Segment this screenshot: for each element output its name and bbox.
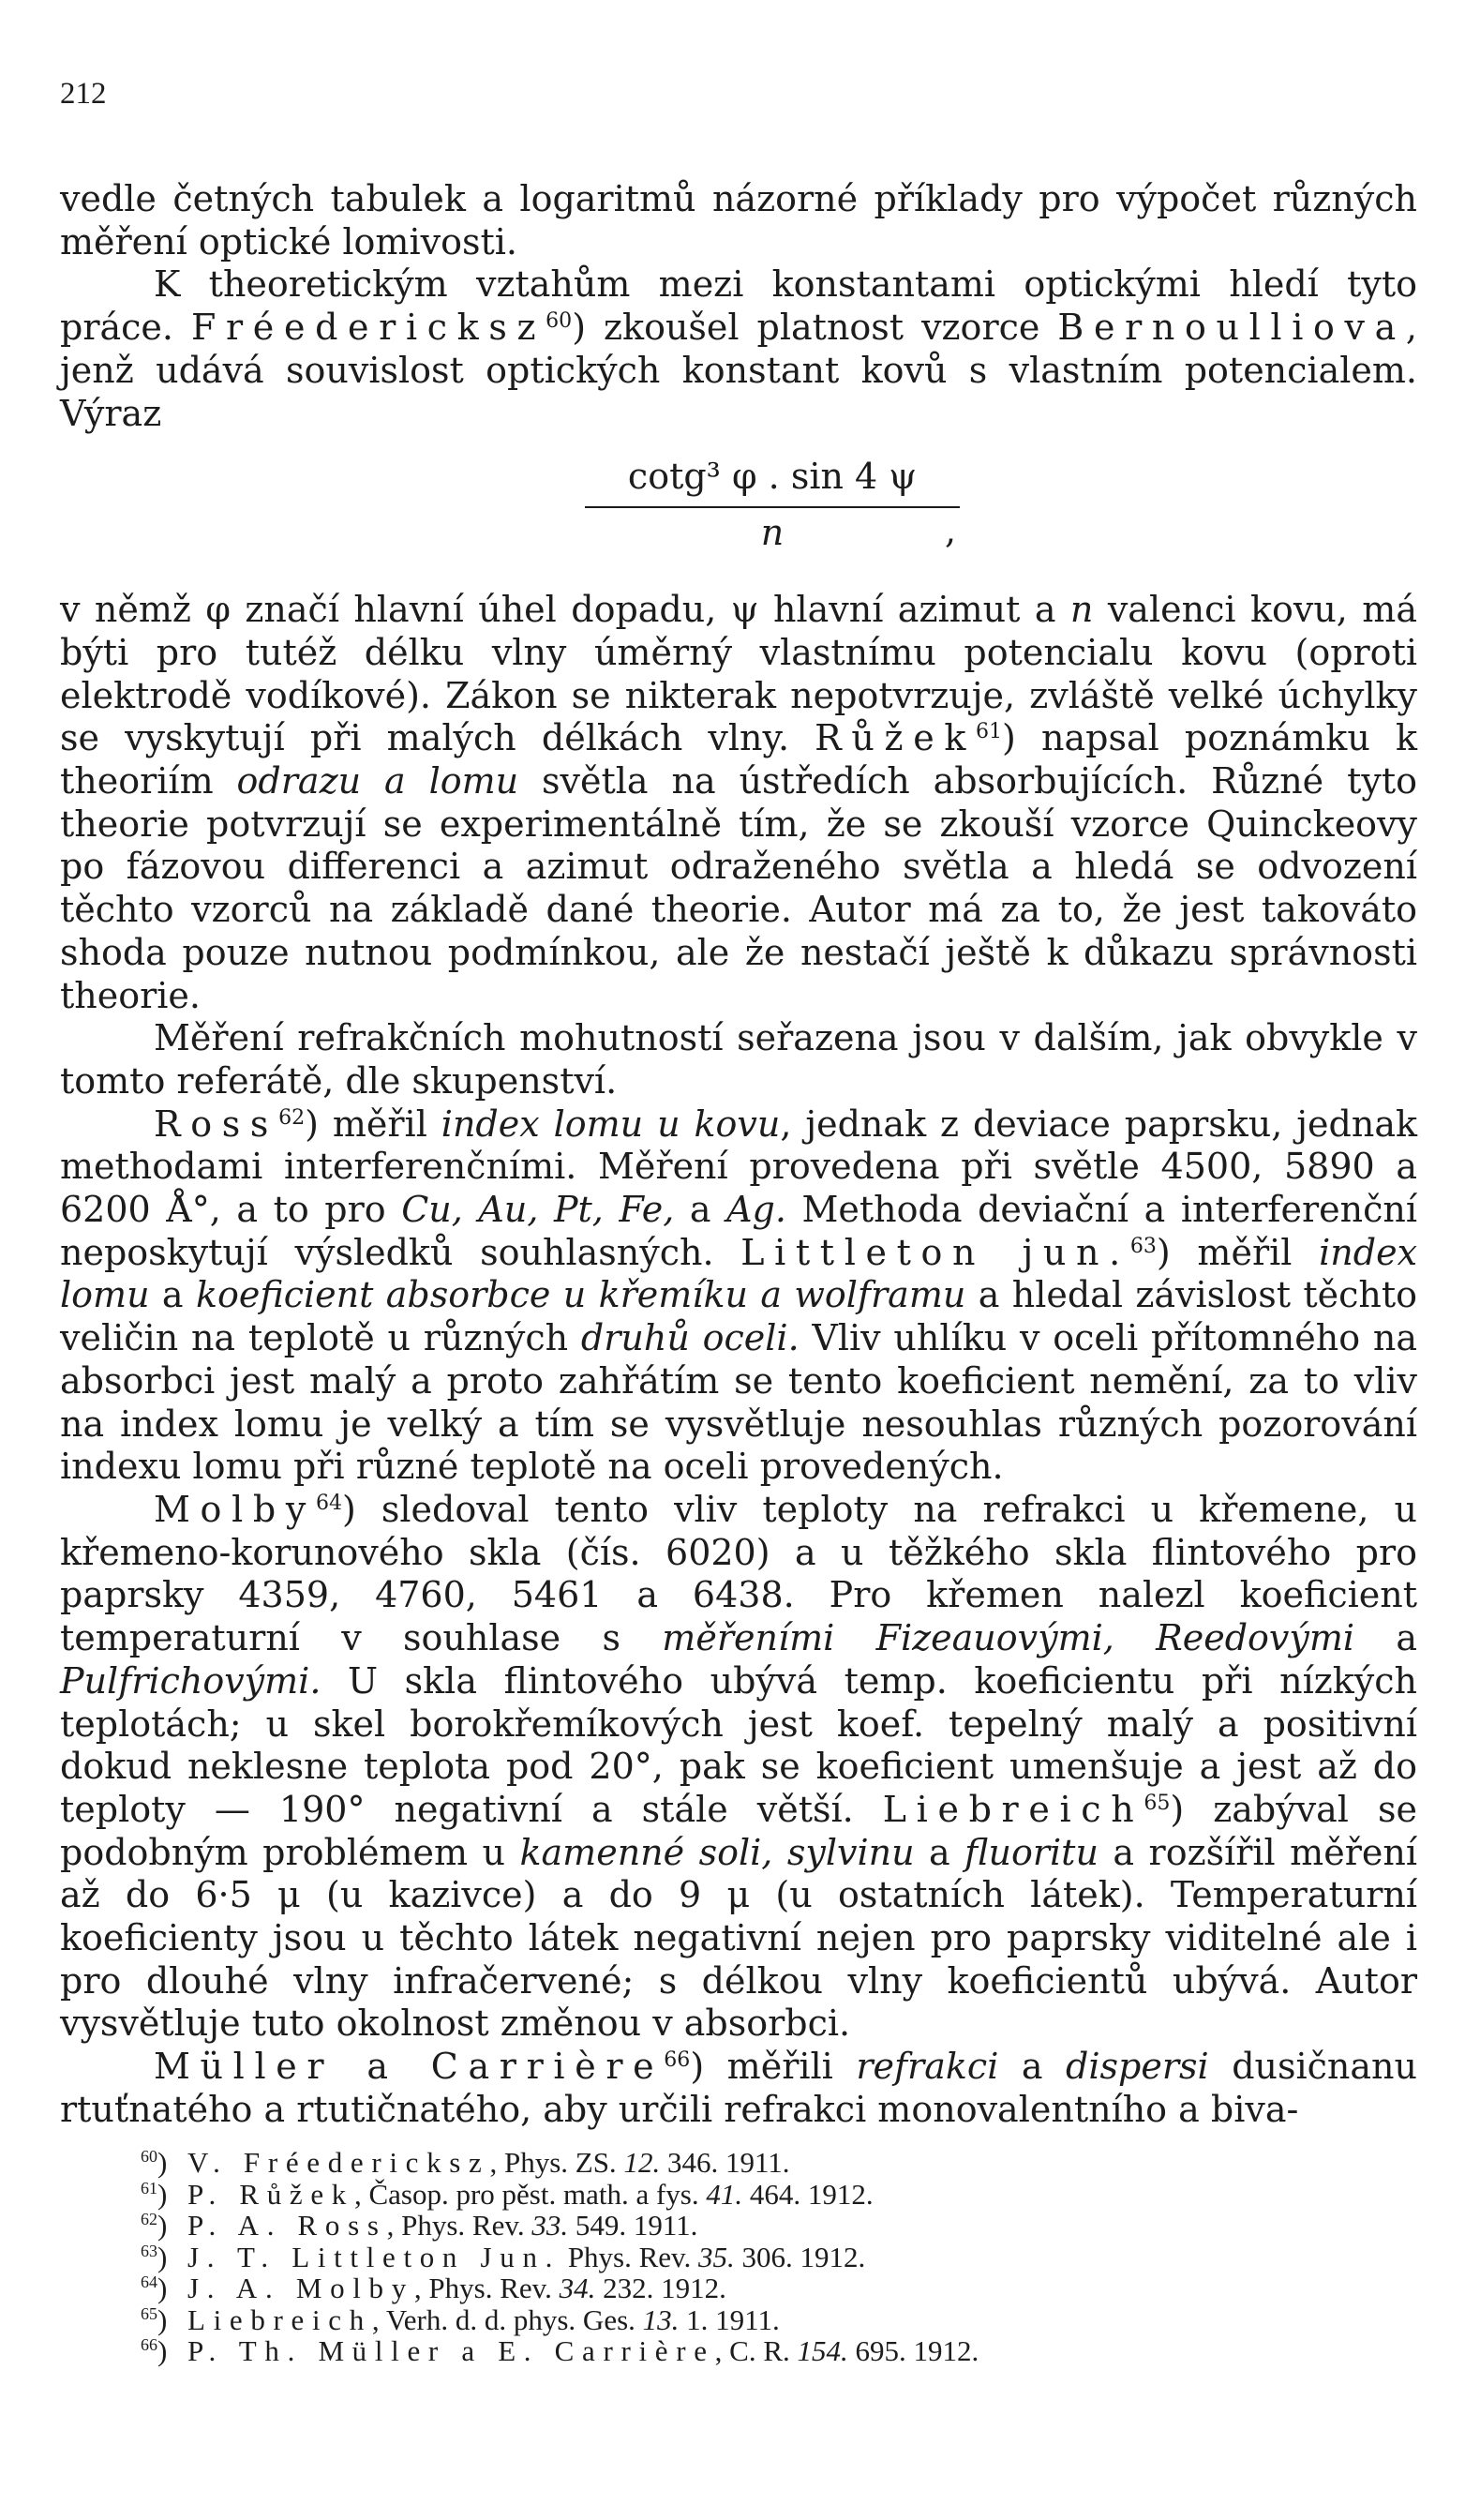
footnote-ref: 61 [976,720,1003,744]
italic-text: kamenné soli, sylvinu [519,1831,915,1873]
footnote-author: J. T. Littleton Jun. [187,2240,561,2273]
footnote-ref: 60 [546,308,573,333]
author-name: Fréedericksz [191,307,546,349]
paragraph-6 [60,1489,1417,2046]
author-name: Ross [154,1102,279,1145]
text: , jednak z deviace paprsku, jednak methodami interferenčními. Měření provedena při světle 4500, 5890 a 6200 Å°, a to pro [60,1102,1417,1231]
footnote-volume: 154. [797,2334,848,2367]
italic-text: n [1069,589,1094,631]
footnote-number: 63 [141,2241,157,2260]
paragraph-4 [60,1017,1417,1102]
footnote-mark: $^{65}$) [141,2302,168,2336]
formula-comma: , [945,510,957,552]
text: ) sledoval tento vliv teploty na refrakci u křemene, u křemeno-korunového skla (čís. 6020) a u těžkého skla flintového pro paprsky 4359, 4760, 5461 a 6438. Pro křemen nalezl koeficient temperaturní v souhlase s [60,1488,1417,1659]
text: K theoretickým vztahům mezi konstantami optickými hledí tyto práce. [60,263,1417,349]
footnote-ref: 66 [664,2048,691,2072]
footnote-ref: 63 [1129,1234,1157,1258]
paragraph-7 [60,2046,1417,2131]
footnote [141,2272,979,2304]
author-name: Liebreich [882,1788,1144,1830]
footnote-author: V. Fréedericksz [187,2146,490,2179]
footnote-author: Liebreich [187,2302,372,2336]
text: ) zkoušel platnost vzorce [572,307,1058,349]
text: a hledal závislost těchto veličin na teplotě u různých [60,1274,1417,1359]
author-name: Růžek [815,717,976,759]
footnote [141,2147,979,2179]
text: a rozšířil měření až do 6·5 μ (u kazivce) a do 9 μ (u ostatních látek). Temperaturní koeficienty jsou u těchto látek negativní nejen pro paprsky viditelné ale i pro dlouhé vlny infračervené; s délkou vlny koeficientů ubývá. Autor vysvětluje tuto okolnost změnou v absorbci. [60,1831,1417,2045]
italic-text: dispersi [1066,2046,1209,2088]
footnote-publication: , Phys. ZS. [489,2146,624,2179]
text: vedle četných tabulek a logaritmů názorné příklady pro výpočet různých měření optické lomivosti. [60,178,1417,262]
footnote-author: P. Th. Müller a E. Carrière [187,2334,715,2367]
footnote-mark: $^{64}$) [141,2272,168,2304]
italic-text: měřeními Fizeauovými, Reedovými [662,1617,1355,1659]
footnote-rest: 695. 1912. [847,2334,979,2367]
footnote-publication: , C. R. [714,2334,798,2367]
footnote-number: 66 [141,2335,157,2355]
italic-text: index lomu u kovu [441,1102,781,1145]
text: a [914,1831,965,1873]
footnote-number: 62 [141,2210,157,2229]
formula-fraction [585,456,960,554]
italic-text: druhů oceli. [580,1317,800,1359]
text: a [674,1189,727,1231]
footnote-mark: $^{60}$) [141,2146,168,2179]
footnote-volume: 35. [698,2240,735,2273]
footnote [141,2335,979,2367]
footnote-number: 60 [141,2147,157,2167]
author-name: Müller a Carrière [154,2046,665,2088]
footnote-volume: 41. [706,2177,743,2211]
author-name: Molby [154,1488,316,1530]
footnote [141,2210,979,2242]
footnote-publication: , Verh. d. d. phys. Ges. [371,2302,643,2336]
footnote-rest: 232. 1912. [595,2272,726,2304]
italic-text: refrakci [856,2046,999,2088]
footnote-author: J. A. Molby [187,2272,414,2304]
text: ) napsal poznámku k theoriím [60,717,1417,802]
formula-numerator: cotg³ φ . sin 4 ψ [585,456,960,508]
author-name: Bernoulliova [1057,307,1406,349]
footnote-number: 64 [141,2272,157,2292]
footnote-publication: Phys. Rev. [561,2240,699,2273]
footnote-author: P. Růžek [187,2177,354,2211]
footnote-ref: 65 [1144,1791,1171,1815]
footnote-ref: 64 [315,1491,342,1515]
text: v němž φ značí hlavní úhel dopadu, ψ hlavní azimut a [60,589,1070,631]
footnote-number: 65 [141,2303,157,2323]
footnote-volume: 12. [623,2146,661,2179]
footnote-rest: 346. 1911. [660,2146,790,2179]
text: Vliv uhlíku v oceli přítomného na absorbci jest malý a proto zahřátím se tento koeficient nemění, za to vliv na index lomu je velký a tím se vysvětluje nesouhlas různých pozorování indexu lomu při různé teplotě na oceli provedených. [60,1317,1418,1488]
text: světla na ústředích absorbujících. Různé tyto theorie potvrzují se experimentálně tím, že se zkouší vzorce Quinckeovy po fázovou differenci a azimut odraženého světla a hledá se odvození těchto vzorců na základě dané theorie. Autor má za to, že jest takováto shoda pouze nutnou podmínkou, ale že nestačí ještě k důkazu správnosti theorie. [60,760,1417,1016]
page-number: 212 [60,77,107,111]
italic-text: fluoritu [964,1831,1099,1873]
text: ) měřil [1156,1231,1320,1273]
footnote-rest: 549. 1911. [568,2209,698,2242]
text: Měření refrakčních mohutností seřazena jsou v dalším, jak obvykle v tomto referátě, dle skupenství. [60,1017,1417,1102]
footnote-volume: 34. [559,2272,596,2304]
text: ) měřili [690,2046,857,2088]
footnote-volume: 13. [642,2302,680,2336]
footnote-mark: $^{62}$) [141,2209,168,2242]
footnote-rest: 1. 1911. [679,2302,780,2336]
italic-text: odrazu a lomu [236,760,519,802]
footnote-volume: 33. [531,2209,569,2242]
footnote [141,2304,979,2336]
text: ) měřil [305,1102,441,1145]
text: a [1354,1617,1418,1659]
footnote [141,2179,979,2211]
footnotes [141,2147,979,2367]
italic-text: Pulfrichovými. [60,1659,321,1702]
footnote-author: P. A. Ross [187,2209,387,2242]
paragraph-3 [60,589,1417,1017]
text: a [998,2046,1067,2088]
footnote-publication: , Časop. pro pěst. math. a fys. [353,2177,707,2211]
paragraph-1 [60,178,1417,263]
footnote [141,2242,979,2273]
footnote-mark: $^{63}$) [141,2240,168,2273]
italic-text: koeficient absorbce u křemíku a wolframu [195,1274,966,1316]
footnote-rest: 306. 1912. [734,2240,866,2273]
paragraph-2 [60,263,1417,435]
footnote-ref: 62 [278,1105,306,1130]
footnote-number: 61 [141,2178,157,2198]
footnote-rest: 464. 1912. [742,2177,874,2211]
text: , jenž udává souvislost optických konstant kovů s vlastním potencialem. Výraz [60,307,1418,434]
formula-denominator: n [760,511,785,553]
footnote-publication: , Phys. Rev. [413,2272,560,2304]
text: a [149,1274,196,1316]
paragraph-5 [60,1103,1417,1489]
footnote-mark: $^{61}$) [141,2177,168,2211]
body-text [60,178,1417,2132]
formula [60,442,1417,583]
italic-text: index lomu [60,1231,1417,1316]
text: dusičnanu rtuťnatého a rtutičnatého, aby určili refrakci monovalentního a biva- [60,2046,1417,2130]
footnote-publication: , Phys. Rev. [386,2209,532,2242]
text: ) zabýval se podobným problémem u [60,1788,1417,1873]
footnote-mark: $^{66}$) [141,2334,168,2367]
italic-text: Ag. [726,1189,786,1231]
text: valenci kovu, má býti pro tutéž délku vlny úměrný vlastnímu potencialu kovu (oproti elektrodě vodíkové). Zákon se nikterak nepotvrzuje, zvláště velké úchylky se vyskytují při malých délkách vlny. [60,589,1417,759]
text: Methoda deviační a interferenční neposkytují výsledků souhlasných. [60,1189,1417,1273]
italic-text: Cu, Au, Pt, Fe, [401,1189,675,1231]
author-name: Littleton jun. [740,1231,1130,1273]
text: U skla flintového ubývá temp. koeficientu při nízkých teplotách; u skel borokřemíkových jest koef. tepelný malý a positivní dokud neklesne teplota pod 20°, pak se koeficient umenšuje a jest až do teploty — 190° negativní a stále větší. [60,1659,1417,1830]
